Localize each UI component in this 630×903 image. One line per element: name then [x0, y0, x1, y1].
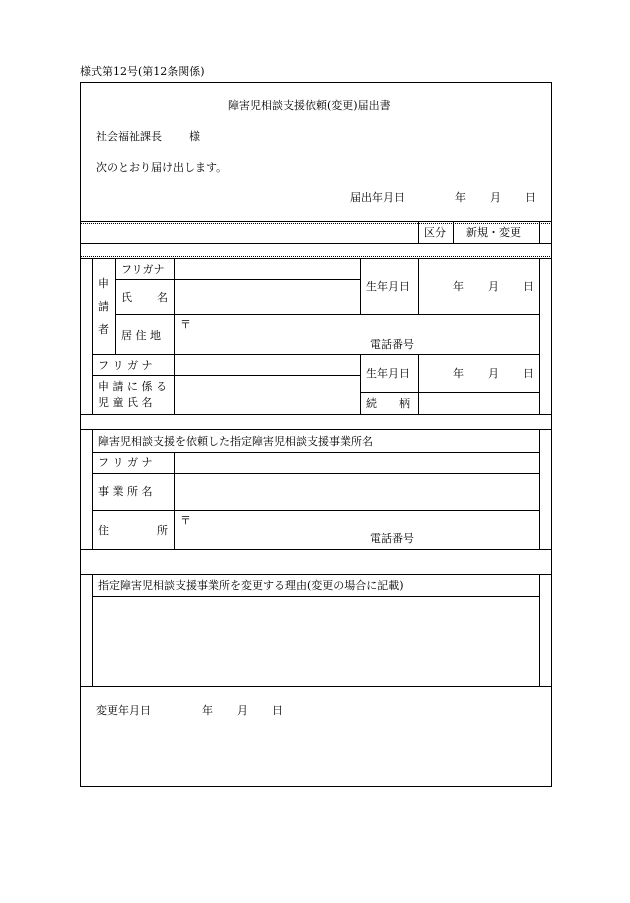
applicant-birth-day: 日	[523, 280, 534, 293]
child-name-field[interactable]	[175, 376, 360, 414]
applicant-furigana-field[interactable]	[175, 259, 360, 279]
office-address-label-2: 所	[157, 524, 168, 537]
office-name-field[interactable]	[175, 474, 539, 510]
child-birth-label: 生年月日	[366, 367, 410, 380]
form-title: 障害児相談支援依頼(変更)届出書	[228, 99, 391, 112]
child-furigana-label: フ リ ガ ナ	[98, 359, 153, 372]
office-phone-label: 電話番号	[370, 532, 414, 545]
addressee: 社会福祉課長	[96, 130, 162, 143]
office-postal-mark: 〒	[180, 514, 191, 527]
applicant-furigana-label: フリガナ	[121, 263, 165, 276]
change-day-label: 日	[272, 704, 283, 717]
change-year-label: 年	[202, 704, 213, 717]
category-label: 区分	[424, 226, 446, 239]
applicant-phone-label: 電話番号	[370, 338, 414, 351]
applicant-group-char-2: 請	[98, 300, 109, 313]
applicant-name-label-2: 名	[157, 291, 168, 304]
applicant-birth-month: 月	[488, 280, 499, 293]
applicant-address-field[interactable]	[175, 315, 539, 354]
change-date-label: 変更年月日	[96, 704, 151, 717]
submit-date-label: 届出年月日	[350, 191, 405, 204]
child-relation-label: 続 柄	[366, 397, 410, 410]
office-furigana-field[interactable]	[175, 453, 539, 473]
honorific: 様	[189, 130, 200, 143]
reason-header: 指定障害児相談支援事業所を変更する理由(変更の場合に記載)	[98, 579, 404, 592]
applicant-name-label-1: 氏	[121, 291, 132, 304]
office-name-label: 事 業 所 名	[98, 485, 153, 498]
applicant-birth-label: 生年月日	[366, 280, 410, 293]
office-address-field[interactable]	[175, 511, 539, 549]
child-furigana-field[interactable]	[175, 355, 360, 375]
applicant-postal-mark: 〒	[180, 318, 191, 331]
submit-month-label: 月	[490, 191, 501, 204]
office-header: 障害児相談支援を依頼した指定障害児相談支援事業所名	[98, 435, 373, 448]
applicant-group-char-3: 者	[98, 323, 109, 336]
child-birth-day: 日	[523, 367, 534, 380]
child-name-label-2: 児 童 氏 名	[98, 396, 153, 409]
intro-text: 次のとおり届け出します。	[96, 161, 228, 174]
child-birth-year: 年	[453, 367, 464, 380]
applicant-name-field[interactable]	[175, 280, 360, 314]
child-birth-month: 月	[488, 367, 499, 380]
submit-day-label: 日	[525, 191, 536, 204]
applicant-birth-year: 年	[453, 280, 464, 293]
applicant-address-label: 居 住 地	[121, 329, 161, 342]
office-furigana-label: フ リ ガ ナ	[98, 456, 153, 469]
reason-field[interactable]	[93, 597, 539, 686]
submit-year-label: 年	[455, 191, 466, 204]
child-name-label-1: 申 請 に 係 る	[98, 380, 167, 393]
applicant-group-char-1: 申	[98, 277, 109, 290]
form-number: 様式第12号(第12条関係)	[80, 65, 205, 78]
category-value[interactable]: 新規・変更	[466, 226, 521, 239]
office-address-label-1: 住	[98, 524, 109, 537]
child-relation-field[interactable]	[419, 393, 539, 414]
change-month-label: 月	[237, 704, 248, 717]
